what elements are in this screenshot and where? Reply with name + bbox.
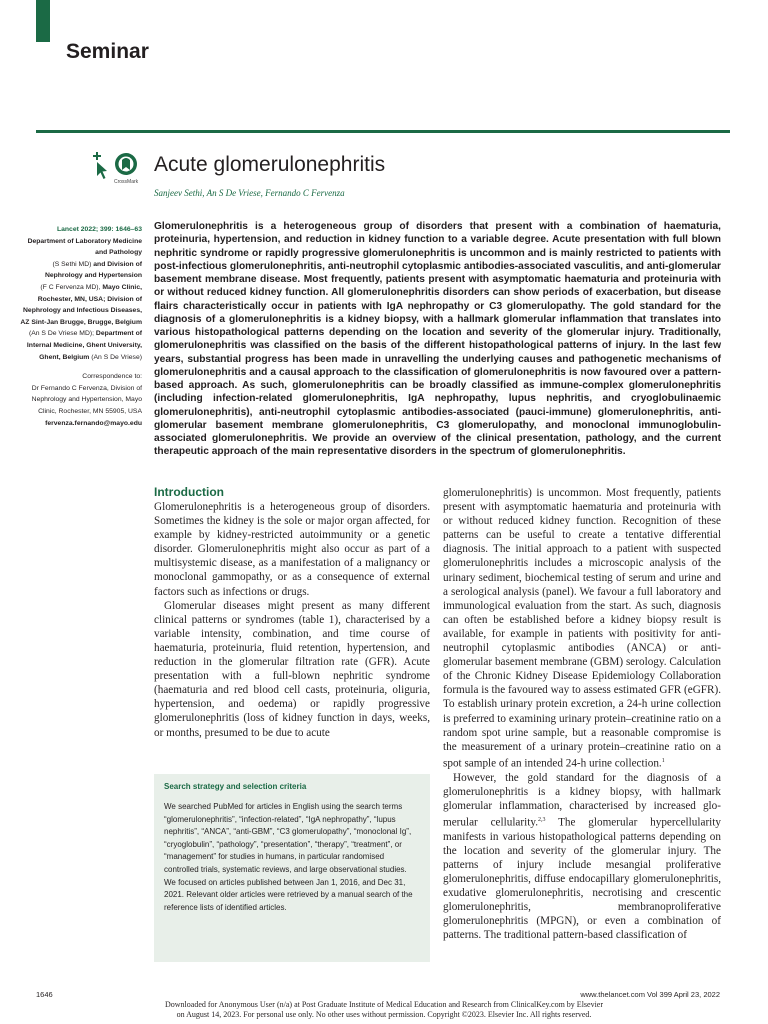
affiliation-1-and: and bbox=[93, 260, 106, 268]
download-notice bbox=[0, 1000, 768, 1019]
reference-2-3[interactable]: 2,3 bbox=[538, 816, 546, 823]
intro-paragraph-2: Glomerular diseases might present as many different clinical patterns or syndromes (table 1), characterised by a variable intensity, combination, and time course of haematuria, proteinuria, fluid retention, hypertension, and reduction in the glomerular filtration rate (GFR). Acute presentation with a full-blown nephritic syndrome (haematuria and red blood cell casts, proteinuria, oliguria, hypertension, and oedema) or rapidly progressive glomerulonephritis (loss of kidney function in days, weeks, or months, presumed to be due to acute bbox=[154, 599, 430, 739]
journal-footer[interactable]: www.thelancet.com Vol 399 April 23, 2022 bbox=[580, 990, 720, 999]
intro-paragraph-4 bbox=[443, 771, 721, 943]
correspondence-email[interactable]: fervenza.fernando@mayo.edu bbox=[45, 419, 142, 427]
affiliation-1-who: (S Sethi MD) bbox=[52, 260, 92, 268]
intro-paragraph-1: Glomerulonephritis is a heterogeneous group of disorders. Sometimes the kidney is the sole or major organ affected, for example by kidney-restricted autoimmunity or a genetic disorder. Glomerulonephritis might also occur as part of a multisystemic disease, as a manifestation of a malignancy or monoclonal gammopathy, or as a consequence of external factors such as infections or drugs. bbox=[154, 501, 430, 598]
affiliation-4-who: (An S De Vriese) bbox=[91, 353, 142, 361]
affiliation-2-name: Division of Nephrology and Hypertension bbox=[44, 260, 142, 280]
download-line-1: Downloaded for Anonymous User (n/a) at Post Graduate Institute of Medical Education and Research from ClinicalKey.com by Elsevier bbox=[164, 1000, 604, 1009]
panel-body: We searched PubMed for articles in English using the search terms “glomerulonephritis”, “infection-related”, “IgA nephropathy”, “lupus nephritis”, “ANCA”, “anti-GBM”, “C3 glomerulopathy”, “monoclonal Ig”, “cryoglobulin”, “pathology”, “presentation”, “therapy”, “treatment”, or “management” for studies in humans, in particular randomised controlled trials, systematic reviews, and large observational studies. We focused on articles published between Jan 1, 2016, and Dec 31, 2021. Relevant older articles were retrieved by a manual search of the reference lists of identified articles. bbox=[164, 802, 413, 912]
citation: Lancet 2022; 399: 1646–63 bbox=[56, 226, 142, 233]
page-number: 1646 bbox=[36, 990, 53, 999]
affiliation-2-who: (F C Fervenza MD), bbox=[40, 283, 101, 291]
section-label: Seminar bbox=[66, 40, 149, 63]
intro-paragraph-3-text: glomerulonephritis) is uncommon. Most frequently, patients present with asymptomatic haematuria and proteinuria with or without reduced kidney function. Recognition of these patterns can be useful to create a tentative differential diagnosis. The initial approach to a patient with suspected glomerulonephritis includes a microscopic analysis of the urinary sediment, biochemical testing of serum and urine and a serological analysis (panel). We favour a full laboratory and immunological evaluation from the start. As such, diagnosis can often be established before a kidney biopsy result is available, for example in patients with positivity for anti-neutrophil cytoplasmic antibodies (ANCA) or anti-glomerular basement membrane (GBM) serology. Calculation of the Chronic Kidney Disease Epidemiology Collaboration formula is the favoured way to assess estimated GFR (eGFR). To establish urinary protein excretion, a 24-h urine collection is preferred to examining urinary protein–creatinine ratio on a random spot urine sample, but a reasonable compromise is the measurement of a urinary protein–creatinine ratio on a spot sample of an intended 24-h urine collection. bbox=[443, 487, 721, 770]
correspondence-label: Correspondence to: bbox=[82, 373, 142, 381]
header-color-band bbox=[36, 0, 50, 42]
article-authors: Sanjeev Sethi, An S De Vriese, Fernando C Fervenza bbox=[154, 188, 345, 198]
download-line-2: on August 14, 2023. For personal use only. No other uses without permission. Copyright ©2023. Elsevier Inc. All rights reserved. bbox=[176, 1009, 592, 1019]
body-column-right bbox=[443, 486, 721, 942]
affiliation-2-place: Mayo Clinic, Rochester, MN, USA; bbox=[37, 283, 142, 303]
affiliation-4-name: Department of Internal Medicine, Ghent University, Ghent, Belgium bbox=[26, 330, 142, 361]
affiliation-1-name: Department of Laboratory Medicine and Pathology bbox=[27, 237, 142, 257]
article-title: Acute glomerulonephritis bbox=[154, 153, 386, 176]
intro-paragraph-3 bbox=[443, 486, 721, 771]
intro-paragraph-4-text-a: However, the gold standard for the diagnosis of a glomerulonephritis is a kidney biopsy, with hallmark glomerular inflammation, characterised by increased glomerular cellularity. bbox=[443, 771, 721, 829]
intro-paragraph-4-text-b: The glomerular hypercellularity manifests in various histopathological patterns depending on the location and severity of the glomerular injury. The patterns of injury include mesangial proliferative glomerulonephritis, diffuse endocapillary glomerulonephritis, exudative glomerulonephritis, necrotising and crescentic glomerulonephritis, membranoproliferative glomerulonephritis (MPGN), or even a combination of patterns. The traditional pattern-based classification of bbox=[443, 816, 721, 942]
reference-1[interactable]: 1 bbox=[661, 757, 665, 764]
introduction-heading: Introduction bbox=[154, 485, 224, 499]
affiliation-3-who: (An S De Vriese MD); bbox=[28, 330, 95, 338]
search-strategy-panel bbox=[154, 774, 430, 962]
sidebar-affiliations bbox=[20, 224, 142, 429]
correspondence-address: Dr Fernando C Fervenza, Division of Nephrology and Hypertension, Mayo Clinic, Rochester, MN 55905, USA bbox=[31, 384, 142, 415]
body-column-left bbox=[154, 500, 430, 740]
panel-heading: Search strategy and selection criteria bbox=[164, 782, 307, 791]
abstract: Glomerulonephritis is a heterogeneous group of disorders that present with a combination of haematuria, proteinuria, hypertension, and reduction in kidney function to a variable degree. Acute presentation with full blown nephritic syndrome or rapidly progressive glomerulonephritis is uncommon and is mainly restricted to patients with post-infectious glomerulonephritis, anti-neutrophil cytoplasmic antibodies-associated vasculitis, and anti-glomerular basement membrane disease. Most frequently, patients present with asymptomatic haematuria and proteinuria with or without reduced kidney function. All glomerulonephritis disorders can show periods of exacerbation, but disease flairs characteristically occur in patients with IgA nephropathy or C3 glomerulopathy. The gold standard for the diagnosis of a glomerulonephritis is a kidney biopsy, with a hallmark glomerular inflammation that translates into various histopathological patterns depending on the location and severity of the glomerular injury. Traditionally, glomerulonephritis was classified on the basis of the different histopathological patterns of injury. In the last few years, substantial progress has been made in unravelling the underlying causes and pathogenetic mechanisms of glomerulonephritis and a causal approach to the classification of glomerulonephritis is now favoured over a pattern-based approach. As such, glomerulonephritis can be broadly classified as immune-complex glomerulonephritis (including infection-related glomerulonephritis, IgA nephropathy, lupus nephritis, and cryoglobulinaemic glomerulonephritis), anti-neutrophil cytoplasmic antibodies-associated (pauci-immune) glomerulonephritis, anti-glomerular basement membrane glomerulonephritis, C3 glomerulopathy, and monoclonal immunoglobulin-associated glomerulonephritis. We provide an overview of the clinical presentation, pathology, and the current therapeutic approach of the main representative disorders in the spectrum of glomerulonephritis. bbox=[154, 221, 721, 458]
affiliation-3-name: Division of Nephrology and Infectious Diseases, AZ Sint-Jan Brugge, Brugge, Belgium bbox=[20, 295, 142, 326]
header-rule bbox=[36, 130, 730, 133]
crossmark-label: CrossMark bbox=[114, 179, 139, 185]
